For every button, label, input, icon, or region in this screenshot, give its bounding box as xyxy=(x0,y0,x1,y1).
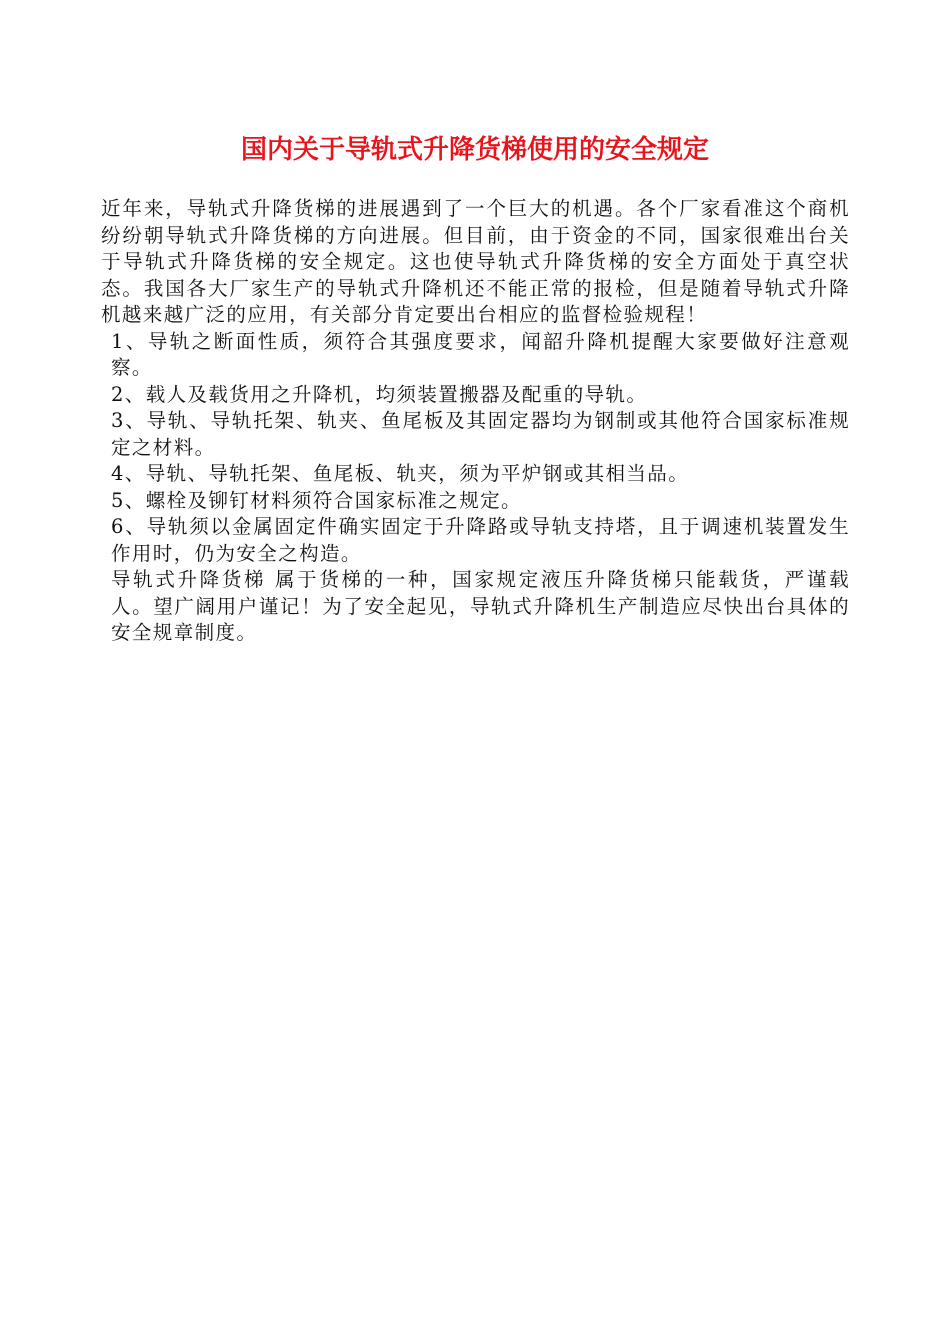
rule-item-5: 5、螺栓及铆钉材料须符合国家标准之规定。 xyxy=(111,488,522,512)
document-title: 国内关于导轨式升降货梯使用的安全规定 xyxy=(240,135,709,165)
rule-item-2: 2、载人及载货用之升降机，均须装置搬器及配重的导轨。 xyxy=(111,382,648,406)
intro-paragraph: 近年来，导轨式升降货梯的进展遇到了一个巨大的机遇。各个厂家看准这个商机纷纷朝导轨式升降货梯的方向进展。但目前，由于资金的不同，国家很难出台关于导轨式升降货梯的安全规定。这也使导轨式升降货梯的安全方面处于真空状态。我国各大厂家生产的导轨式升降机还不能正常的报检，但是随着导轨式升降机越来越广泛的应用，有关部分肯定要出台相应的监督检验规程！ xyxy=(101,197,850,326)
document-body xyxy=(101,196,850,647)
rule-item-6: 6、导轨须以金属固定件确实固定于升降路或导轨支持塔，且于调速机装置发生作用时，仍为安全之构造。 xyxy=(111,515,850,565)
rule-item-1: 1、导轨之断面性质，须符合其强度要求，闻韶升降机提醒大家要做好注意观察。 xyxy=(111,329,850,379)
rule-item-4: 4、导轨、导轨托架、鱼尾板、轨夹，须为平炉钢或其相当品。 xyxy=(111,462,690,485)
closing-paragraph: 导轨式升降货梯 属于货梯的一种，国家规定液压升降货梯只能载货，严谨载人。望广阔用户谨记！为了安全起见，导轨式升降机生产制造应尽快出台具体的安全规章制度。 xyxy=(111,568,850,644)
rule-item-3: 3、导轨、导轨托架、轨夹、鱼尾板及其固定器均为钢制或其他符合国家标准规定之材料。 xyxy=(111,409,850,459)
